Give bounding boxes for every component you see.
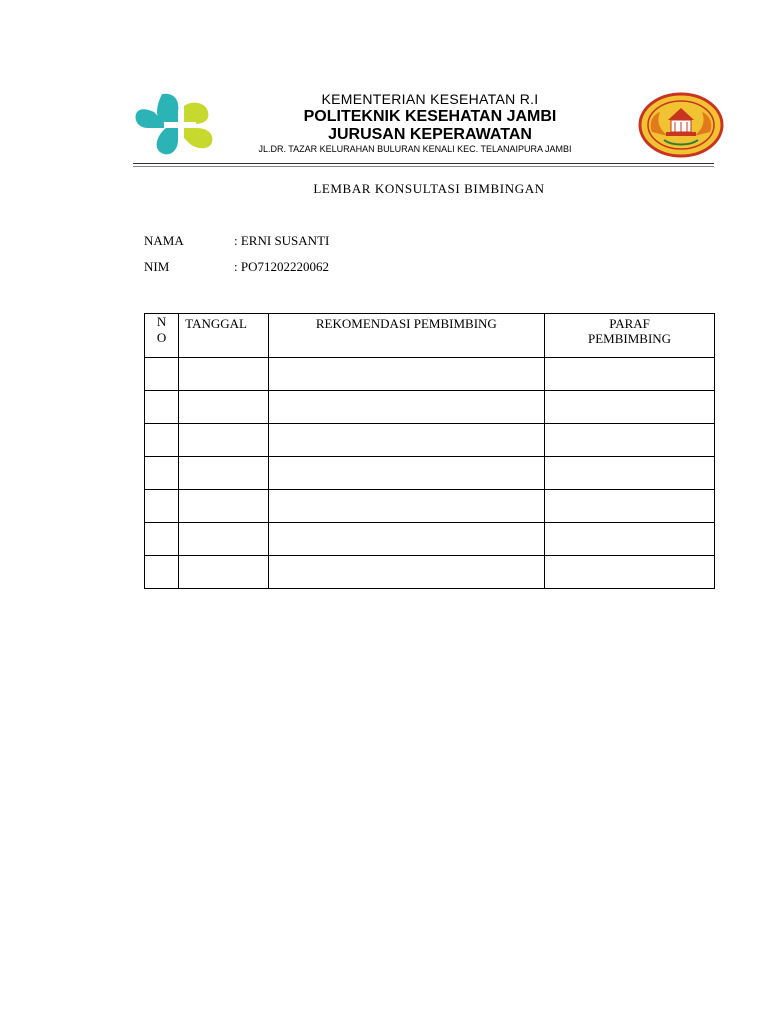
table-row	[145, 457, 715, 490]
cell-rekomendasi[interactable]	[268, 391, 544, 424]
poltekkes-seal-icon	[638, 92, 724, 158]
header-no-line1: N	[156, 314, 167, 329]
consultation-table	[144, 313, 715, 589]
header-no	[145, 314, 179, 358]
header-paraf-line1: PARAF	[609, 316, 650, 331]
header-no-line2: O	[156, 330, 167, 345]
cell-rekomendasi[interactable]	[268, 457, 544, 490]
table-row	[145, 523, 715, 556]
cell-tanggal[interactable]	[179, 523, 268, 556]
cell-rekomendasi[interactable]	[268, 556, 544, 589]
cell-no[interactable]	[145, 490, 179, 523]
document-title: LEMBAR KONSULTASI BIMBINGAN	[313, 181, 545, 196]
cell-paraf[interactable]	[545, 424, 715, 457]
field-nama	[144, 233, 329, 249]
letterhead-department: JURUSAN KEPERAWATAN	[328, 126, 532, 143]
field-nim-value: : PO71202220062	[234, 259, 329, 274]
table-row	[145, 358, 715, 391]
cell-no[interactable]	[145, 523, 179, 556]
cell-rekomendasi[interactable]	[268, 358, 544, 391]
cell-tanggal[interactable]	[179, 391, 268, 424]
table-row	[145, 556, 715, 589]
cell-paraf[interactable]	[545, 457, 715, 490]
letterhead-rule	[133, 163, 714, 164]
cell-tanggal[interactable]	[179, 358, 268, 391]
field-nim	[144, 259, 329, 275]
cell-no[interactable]	[145, 424, 179, 457]
cell-rekomendasi[interactable]	[268, 523, 544, 556]
table-row	[145, 490, 715, 523]
cell-no[interactable]	[145, 457, 179, 490]
table-header-row	[145, 314, 715, 358]
cell-paraf[interactable]	[545, 556, 715, 589]
cell-tanggal[interactable]	[179, 457, 268, 490]
cell-paraf[interactable]	[545, 358, 715, 391]
field-nama-label: NAMA	[144, 233, 184, 248]
field-nim-label: NIM	[144, 259, 170, 274]
cell-tanggal[interactable]	[179, 424, 268, 457]
cell-no[interactable]	[145, 391, 179, 424]
letterhead-rule-thin	[133, 166, 714, 167]
cell-rekomendasi[interactable]	[268, 490, 544, 523]
cell-paraf[interactable]	[545, 490, 715, 523]
letterhead-ministry: KEMENTERIAN KESEHATAN R.I	[321, 91, 539, 107]
cell-tanggal[interactable]	[179, 490, 268, 523]
letterhead-address: JL.DR. TAZAR KELURAHAN BULURAN KENALI KEC. TELANAIPURA JAMBI	[258, 144, 572, 154]
cell-tanggal[interactable]	[179, 556, 268, 589]
table-row	[145, 424, 715, 457]
field-nama-value: : ERNI SUSANTI	[234, 233, 330, 248]
cell-rekomendasi[interactable]	[268, 424, 544, 457]
cell-no[interactable]	[145, 556, 179, 589]
cell-no[interactable]	[145, 358, 179, 391]
letterhead-institution: POLITEKNIK KESEHATAN JAMBI	[303, 108, 557, 125]
header-rekomendasi: REKOMENDASI PEMBIMBING	[268, 314, 544, 358]
cell-paraf[interactable]	[545, 391, 715, 424]
header-paraf-line2: PEMBIMBING	[588, 331, 672, 346]
header-tanggal: TANGGAL	[179, 314, 268, 358]
table-row	[145, 391, 715, 424]
header-paraf	[545, 314, 715, 358]
cell-paraf[interactable]	[545, 523, 715, 556]
